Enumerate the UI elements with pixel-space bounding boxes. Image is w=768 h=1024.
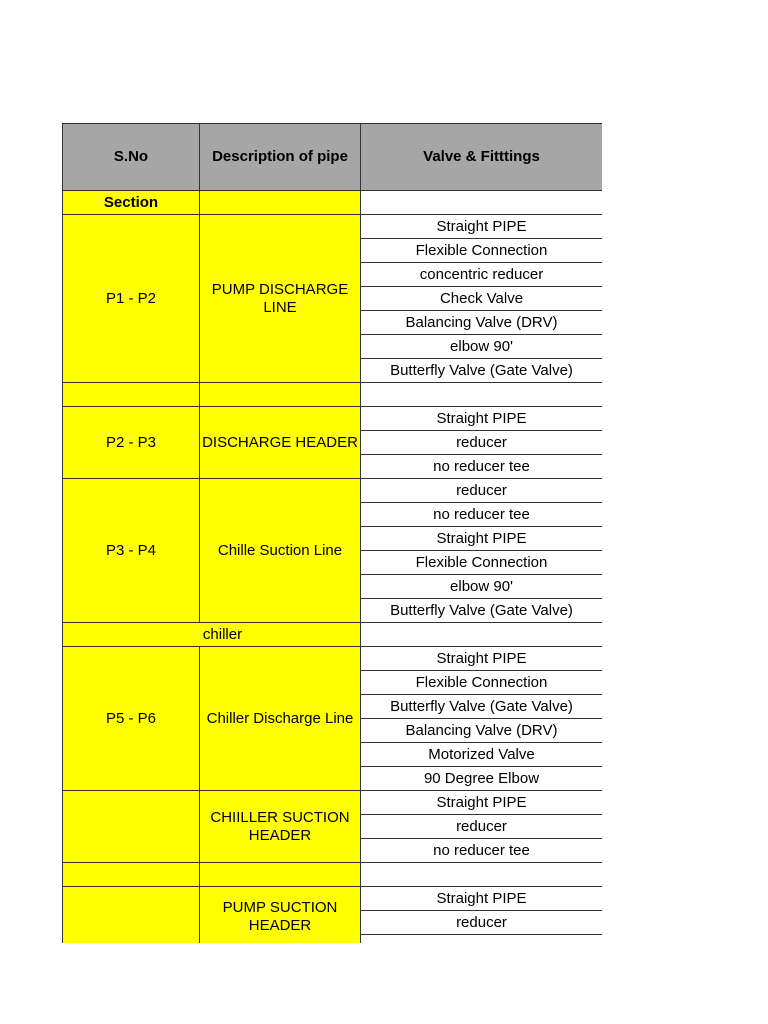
fitting-cell[interactable]: Balancing Valve (DRV) bbox=[361, 719, 603, 743]
table-row bbox=[63, 647, 603, 671]
fitting-cell[interactable]: elbow 90' bbox=[361, 575, 603, 599]
blank-cell[interactable] bbox=[200, 383, 361, 407]
description-cell[interactable]: Chiller Discharge Line bbox=[200, 647, 361, 791]
header-row bbox=[63, 124, 603, 191]
fitting-cell[interactable]: Butterfly Valve (Gate Valve) bbox=[361, 695, 603, 719]
fitting-cell[interactable]: Butterfly Valve (Gate Valve) bbox=[361, 359, 603, 383]
fitting-cell[interactable]: no reducer tee bbox=[361, 503, 603, 527]
table-row bbox=[63, 479, 603, 503]
fitting-cell[interactable]: 90 Degree Elbow bbox=[361, 767, 603, 791]
table-row bbox=[63, 887, 603, 911]
fitting-cell[interactable]: reducer bbox=[361, 479, 603, 503]
blank-cell[interactable] bbox=[361, 863, 603, 887]
description-cell[interactable]: DISCHARGE HEADER bbox=[200, 407, 361, 479]
fitting-cell[interactable]: Check Valve bbox=[361, 287, 603, 311]
fitting-cell[interactable]: Straight PIPE bbox=[361, 647, 603, 671]
table-row bbox=[63, 407, 603, 431]
chiller-row bbox=[63, 623, 603, 647]
header-description[interactable]: Description of pipe bbox=[200, 124, 361, 191]
sno-cell[interactable]: P3 - P4 bbox=[63, 479, 200, 623]
description-cell[interactable]: PUMP SUCTION HEADER bbox=[200, 887, 361, 944]
fitting-cell[interactable]: Flexible Connection bbox=[361, 671, 603, 695]
fitting-cell[interactable]: Straight PIPE bbox=[361, 791, 603, 815]
section-row bbox=[63, 191, 603, 215]
fitting-cell[interactable]: Straight PIPE bbox=[361, 527, 603, 551]
blank-cell[interactable] bbox=[200, 863, 361, 887]
fitting-cell[interactable]: Straight PIPE bbox=[361, 887, 603, 911]
blank-row bbox=[63, 383, 603, 407]
table-row bbox=[63, 215, 603, 239]
description-cell[interactable]: Chille Suction Line bbox=[200, 479, 361, 623]
fitting-cell[interactable]: Flexible Connection bbox=[361, 239, 603, 263]
blank-cell[interactable] bbox=[63, 383, 200, 407]
section-fittings-cell[interactable] bbox=[361, 191, 603, 215]
fitting-cell[interactable]: no reducer tee bbox=[361, 455, 603, 479]
spreadsheet-area bbox=[62, 123, 602, 943]
section-description-cell[interactable] bbox=[200, 191, 361, 215]
description-cell[interactable]: CHIILLER SUCTION HEADER bbox=[200, 791, 361, 863]
fitting-cell[interactable]: elbow 90' bbox=[361, 335, 603, 359]
sno-cell[interactable]: P5 - P6 bbox=[63, 647, 200, 791]
fitting-cell[interactable]: Balancing Valve (DRV) bbox=[361, 311, 603, 335]
fitting-cell[interactable] bbox=[361, 935, 603, 944]
chiller-label-cell[interactable] bbox=[63, 623, 361, 647]
blank-cell[interactable] bbox=[63, 863, 200, 887]
fitting-cell[interactable]: no reducer tee bbox=[361, 839, 603, 863]
header-sno[interactable]: S.No bbox=[63, 124, 200, 191]
fitting-cell[interactable]: reducer bbox=[361, 815, 603, 839]
blank-row bbox=[63, 863, 603, 887]
section-label-cell[interactable]: Section bbox=[63, 191, 200, 215]
fitting-cell[interactable]: Motorized Valve bbox=[361, 743, 603, 767]
fitting-cell[interactable]: Straight PIPE bbox=[361, 215, 603, 239]
sno-cell[interactable]: P2 - P3 bbox=[63, 407, 200, 479]
header-fittings[interactable]: Valve & Fitttings bbox=[361, 124, 603, 191]
blank-cell[interactable] bbox=[361, 623, 603, 647]
fitting-cell[interactable]: Butterfly Valve (Gate Valve) bbox=[361, 599, 603, 623]
sno-cell[interactable] bbox=[63, 791, 200, 863]
description-cell[interactable]: PUMP DISCHARGE LINE bbox=[200, 215, 361, 383]
table-row bbox=[63, 791, 603, 815]
fitting-cell[interactable]: concentric reducer bbox=[361, 263, 603, 287]
fitting-cell[interactable]: reducer bbox=[361, 911, 603, 935]
sno-cell[interactable] bbox=[63, 887, 200, 944]
fitting-cell[interactable]: reducer bbox=[361, 431, 603, 455]
pipe-fittings-table bbox=[62, 123, 602, 943]
blank-cell[interactable] bbox=[361, 383, 603, 407]
sno-cell[interactable]: P1 - P2 bbox=[63, 215, 200, 383]
fitting-cell[interactable]: Straight PIPE bbox=[361, 407, 603, 431]
fitting-cell[interactable]: Flexible Connection bbox=[361, 551, 603, 575]
chiller-label: chiller bbox=[202, 625, 243, 643]
